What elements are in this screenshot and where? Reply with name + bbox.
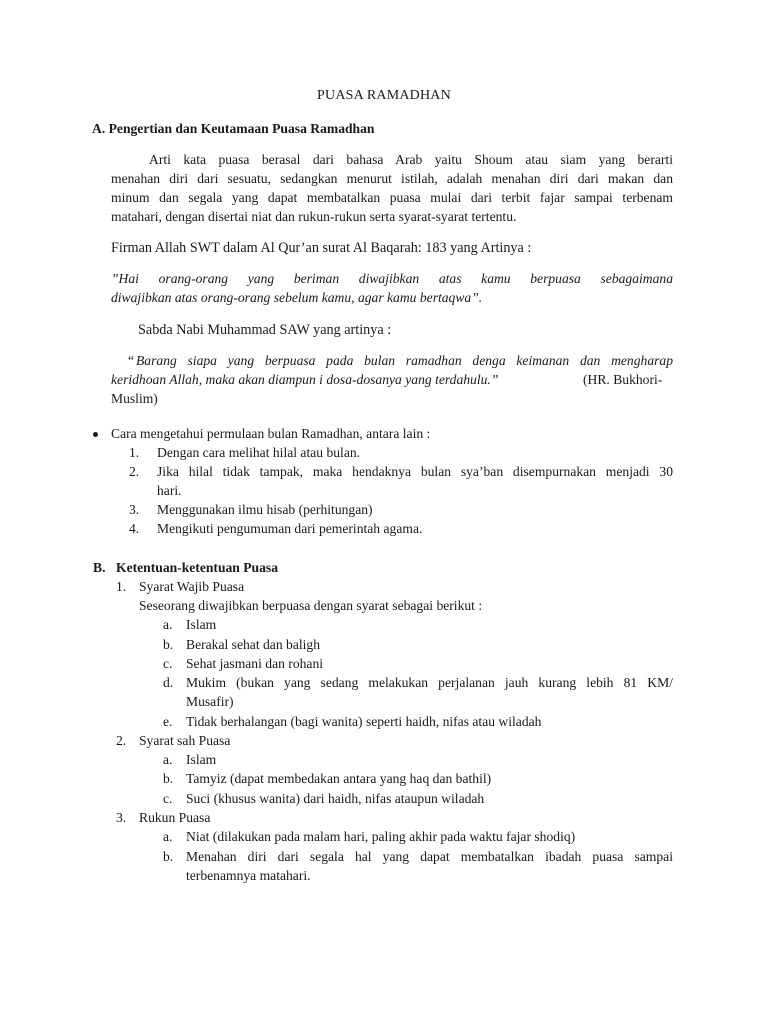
sub1-item-b: Berakal sehat dan baligh	[186, 637, 320, 652]
sub3-item-b: Menahan diri dari segala hal yang dapat membatalkan ibadah puasa sampai	[186, 849, 673, 864]
list-num-2: 2.	[129, 464, 140, 479]
sub1-letter-a: a.	[163, 617, 173, 632]
bullet-text: Cara mengetahui permulaan bulan Ramadhan, antara lain :	[111, 426, 431, 441]
sub3-num: 3.	[116, 810, 127, 825]
sabda-intro: Sabda Nabi Muhammad SAW yang artinya :	[138, 322, 392, 338]
sub1-letter-c: c.	[163, 656, 173, 671]
sabda-quote-line-1: Barang siapa yang berpuasa pada bulan ramadhan denga keimanan dan mengharap	[136, 353, 673, 368]
list-num-1: 1.	[129, 445, 140, 460]
sub1-num: 1.	[116, 579, 127, 594]
sub3-letter-b: b.	[163, 849, 174, 864]
sub2-letter-a: a.	[163, 752, 173, 767]
sabda-reference: (HR. Bukhori-	[583, 372, 663, 387]
para1-line-2: menahan diri dari sesuatu, sedangkan menurut istilah, adalah menahan diri dari makan dan	[111, 171, 673, 186]
sub1-letter-b: b.	[163, 637, 174, 652]
list-item-2-cont: hari.	[157, 483, 182, 498]
list-item-2: Jika hilal tidak tampak, maka hendaknya bulan sya’ban disempurnakan menjadi 30	[157, 464, 673, 479]
sabda-reference-cont: Muslim)	[111, 391, 158, 406]
list-item-1: Dengan cara melihat hilal atau bulan.	[157, 445, 361, 460]
sub3-label: Rukun Puasa	[139, 810, 211, 825]
sub1-letter-d: d.	[163, 675, 174, 690]
section-a-heading: A. Pengertian dan Keutamaan Puasa Ramadhan	[92, 121, 375, 136]
para1-line-1: Arti kata puasa berasal dari bahasa Arab yaitu Shoum atau siam yang berarti	[149, 152, 673, 167]
sub2-label: Syarat sah Puasa	[139, 733, 231, 748]
sub2-letter-c: c.	[163, 791, 173, 806]
sub1-letter-e: e.	[163, 714, 173, 729]
sub2-item-b: Tamyiz (dapat membedakan antara yang haq dan bathil)	[186, 771, 492, 786]
sub2-letter-b: b.	[163, 771, 174, 786]
sub2-item-a: Islam	[186, 752, 217, 767]
list-item-4: Mengikuti pengumuman dari pemerintah agama.	[157, 521, 423, 536]
para1-line-3: minum dan segala yang dapat membatalkan puasa mulai dari terbit fajar sampai terbenam	[111, 190, 673, 205]
sub1-item-d: Mukim (bukan yang sedang melakukan perjalanan jauh kurang lebih 81 KM/	[186, 675, 673, 690]
firman-quote-line-1: ”Hai orang-orang yang beriman diwajibkan atas kamu berpuasa sebagaimana	[111, 271, 673, 286]
sub3-item-a: Niat (dilakukan pada malam hari, paling akhir pada waktu fajar shodiq)	[186, 829, 576, 844]
sub1-item-d-cont: Musafir)	[186, 694, 234, 709]
sub1-item-c: Sehat jasmani dan rohani	[186, 656, 324, 671]
sub3-letter-a: a.	[163, 829, 173, 844]
section-b-letter: B.	[93, 560, 106, 575]
list-num-3: 3.	[129, 502, 140, 517]
sub1-item-a: Islam	[186, 617, 217, 632]
sabda-quote-line-2: keridhoan Allah, maka akan diampun i dosa-dosanya yang terdahulu.”	[111, 372, 499, 387]
section-b-heading: Ketentuan-ketentuan Puasa	[116, 560, 279, 575]
page-title: PUASA RAMADHAN	[317, 88, 451, 103]
sabda-open-quote: “	[128, 353, 135, 368]
sub2-item-c: Suci (khusus wanita) dari haidh, nifas ataupun wiladah	[186, 791, 485, 806]
firman-intro: Firman Allah SWT dalam Al Qur’an surat Al Baqarah: 183 yang Artinya :	[111, 240, 532, 256]
list-num-4: 4.	[129, 521, 140, 536]
bullet-dot	[93, 432, 98, 437]
sub3-item-b-cont: terbenamnya matahari.	[186, 868, 311, 883]
firman-quote-line-2: diwajibkan atas orang-orang sebelum kamu, agar kamu bertaqwa”.	[111, 290, 483, 305]
para1-line-4: matahari, dengan disertai niat dan rukun-rukun serta syarat-syarat tertentu.	[111, 209, 517, 224]
sub2-num: 2.	[116, 733, 127, 748]
sub1-intro: Seseorang diwajibkan berpuasa dengan syarat sebagai berikut :	[139, 598, 483, 613]
list-item-3: Menggunakan ilmu hisab (perhitungan)	[157, 502, 373, 517]
sub1-label: Syarat Wajib Puasa	[139, 579, 245, 594]
sub1-item-e: Tidak berhalangan (bagi wanita) seperti haidh, nifas atau wiladah	[186, 714, 542, 729]
